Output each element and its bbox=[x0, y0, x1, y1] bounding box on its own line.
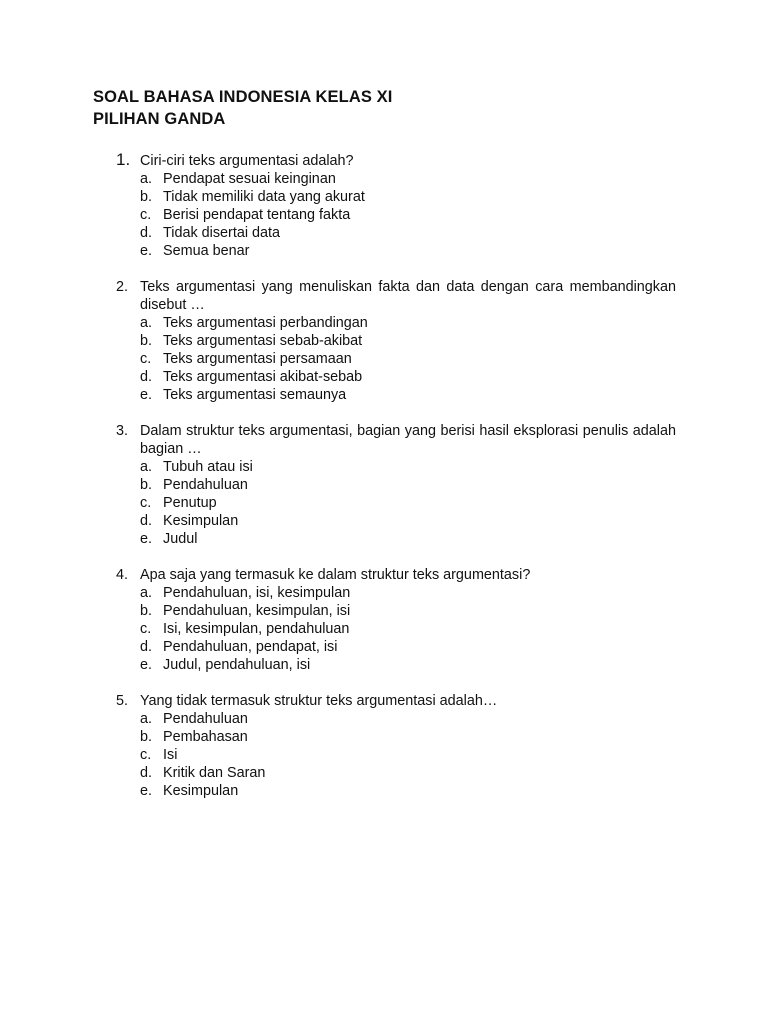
option-letter: c. bbox=[140, 495, 152, 511]
option-letter: d. bbox=[140, 765, 153, 781]
option-letter: a. bbox=[140, 459, 153, 475]
option-letter: b. bbox=[140, 603, 153, 619]
question-text: Teks argumentasi yang menuliskan fakta dan data dengan cara membandingkan disebut … bbox=[140, 279, 676, 313]
option-letter: a. bbox=[140, 585, 153, 601]
option-letter: d. bbox=[140, 513, 153, 529]
option-e bbox=[140, 242, 676, 260]
option-text: Pendahuluan bbox=[163, 477, 248, 493]
question-text: Dalam struktur teks argumentasi, bagian yang berisi hasil eksplorasi penulis adalah bagian … bbox=[140, 423, 676, 457]
document-title bbox=[93, 86, 693, 130]
option-letter: d. bbox=[140, 369, 153, 385]
option-letter: c. bbox=[140, 621, 152, 637]
option-text: Kesimpulan bbox=[163, 513, 239, 529]
option-letter: d. bbox=[140, 225, 153, 241]
option-list bbox=[140, 710, 676, 800]
option-b bbox=[140, 332, 676, 350]
option-c bbox=[140, 746, 676, 764]
option-letter: e. bbox=[140, 387, 153, 403]
option-d bbox=[140, 224, 676, 242]
option-text: Pendapat sesuai keinginan bbox=[163, 171, 336, 187]
option-d bbox=[140, 638, 676, 656]
option-a bbox=[140, 314, 676, 332]
option-b bbox=[140, 602, 676, 620]
option-a bbox=[140, 170, 676, 188]
option-d bbox=[140, 764, 676, 782]
question-number: 2. bbox=[116, 279, 129, 295]
option-letter: c. bbox=[140, 351, 152, 367]
option-letter: e. bbox=[140, 531, 153, 547]
option-text: Teks argumentasi akibat-sebab bbox=[163, 369, 363, 385]
option-text: Teks argumentasi persamaan bbox=[163, 351, 352, 367]
option-list bbox=[140, 314, 676, 404]
option-text: Berisi pendapat tentang fakta bbox=[163, 207, 351, 223]
option-text: Penutup bbox=[163, 495, 217, 511]
option-c bbox=[140, 206, 676, 224]
option-text: Tubuh atau isi bbox=[163, 459, 253, 475]
question-number: 1. bbox=[116, 150, 131, 169]
option-c bbox=[140, 494, 676, 512]
question-number: 3. bbox=[116, 423, 129, 439]
question-text: Ciri-ciri teks argumentasi adalah? bbox=[140, 153, 354, 169]
option-d bbox=[140, 368, 676, 386]
question-text: Apa saja yang termasuk ke dalam struktur teks argumentasi? bbox=[140, 567, 531, 583]
option-text: Isi bbox=[163, 747, 178, 763]
option-a bbox=[140, 710, 676, 728]
option-text: Isi, kesimpulan, pendahuluan bbox=[163, 621, 350, 637]
option-e bbox=[140, 530, 676, 548]
question-number: 4. bbox=[116, 567, 129, 583]
option-text: Judul, pendahuluan, isi bbox=[163, 657, 311, 673]
option-letter: b. bbox=[140, 477, 153, 493]
option-text: Pendahuluan, pendapat, isi bbox=[163, 639, 338, 655]
option-letter: e. bbox=[140, 783, 153, 799]
option-text: Semua benar bbox=[163, 243, 250, 259]
option-list bbox=[140, 458, 676, 548]
question-text: Yang tidak termasuk struktur teks argumentasi adalah… bbox=[140, 693, 498, 709]
option-a bbox=[140, 584, 676, 602]
option-text: Kritik dan Saran bbox=[163, 765, 266, 781]
option-letter: b. bbox=[140, 333, 153, 349]
title-line-2: PILIHAN GANDA bbox=[93, 110, 226, 128]
option-text: Pembahasan bbox=[163, 729, 248, 745]
option-letter: a. bbox=[140, 315, 153, 331]
option-letter: e. bbox=[140, 243, 153, 259]
question-number: 5. bbox=[116, 693, 129, 709]
option-letter: b. bbox=[140, 729, 153, 745]
option-text: Judul bbox=[163, 531, 198, 547]
option-letter: c. bbox=[140, 207, 152, 223]
option-text: Pendahuluan, kesimpulan, isi bbox=[163, 603, 351, 619]
option-letter: e. bbox=[140, 657, 153, 673]
option-letter: a. bbox=[140, 171, 153, 187]
title-line-1: SOAL BAHASA INDONESIA KELAS XI bbox=[93, 88, 393, 106]
option-e bbox=[140, 386, 676, 404]
option-letter: c. bbox=[140, 747, 152, 763]
option-letter: a. bbox=[140, 711, 153, 727]
option-text: Teks argumentasi sebab-akibat bbox=[163, 333, 363, 349]
question-5 bbox=[93, 692, 676, 800]
option-text: Pendahuluan, isi, kesimpulan bbox=[163, 585, 351, 601]
option-text: Tidak disertai data bbox=[163, 225, 281, 241]
option-e bbox=[140, 782, 676, 800]
option-b bbox=[140, 728, 676, 746]
question-list bbox=[93, 152, 676, 818]
option-list bbox=[140, 584, 676, 674]
option-d bbox=[140, 512, 676, 530]
option-list bbox=[140, 170, 676, 260]
option-c bbox=[140, 350, 676, 368]
option-b bbox=[140, 188, 676, 206]
option-e bbox=[140, 656, 676, 674]
option-text: Teks argumentasi perbandingan bbox=[163, 315, 368, 331]
option-b bbox=[140, 476, 676, 494]
question-2 bbox=[93, 278, 676, 404]
option-text: Pendahuluan bbox=[163, 711, 248, 727]
option-text: Tidak memiliki data yang akurat bbox=[163, 189, 365, 205]
option-a bbox=[140, 458, 676, 476]
question-4 bbox=[93, 566, 676, 674]
question-3 bbox=[93, 422, 676, 548]
option-text: Teks argumentasi semaunya bbox=[163, 387, 347, 403]
option-c bbox=[140, 620, 676, 638]
option-text: Kesimpulan bbox=[163, 783, 239, 799]
question-1 bbox=[93, 152, 676, 260]
option-letter: b. bbox=[140, 189, 153, 205]
option-letter: d. bbox=[140, 639, 153, 655]
